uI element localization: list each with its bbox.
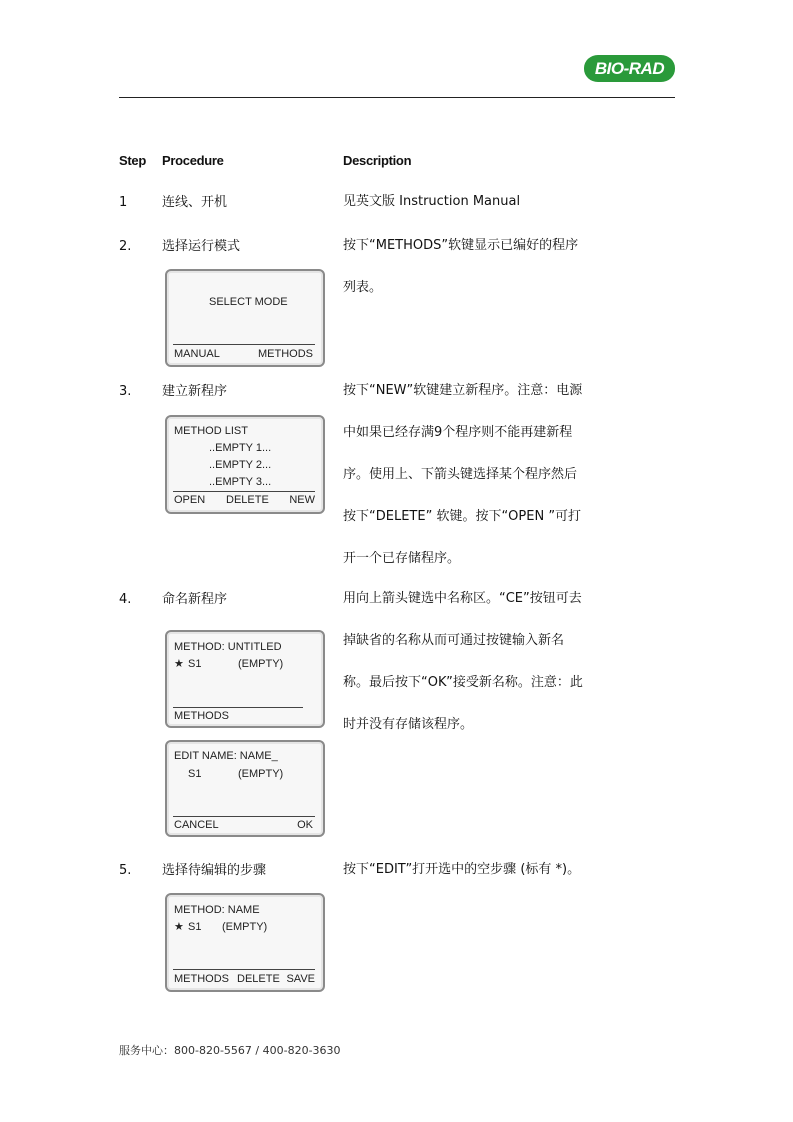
lcd-softkey-cancel: CANCEL [174,819,219,831]
lcd-softkey-new: NEW [289,494,315,506]
lcd-list-item: ..EMPTY 1... [209,442,272,454]
step-number: 5. [119,863,132,878]
lcd-edit-name [165,740,325,837]
lcd-method-name [165,893,325,992]
step-description [343,849,588,891]
lcd-title: METHOD: UNTITLED [174,641,282,653]
step-number: 1 [119,195,128,210]
lcd-list-item: ..EMPTY 2... [209,459,272,471]
description-line: 用向上箭头键选中名称区。“CE”按钮可去 [343,591,582,606]
lcd-title: METHOD: NAME [174,904,260,916]
lcd-softkey-methods: METHODS [174,710,229,722]
step-number: 3. [119,384,132,399]
step-number: 2. [119,239,132,254]
header-procedure: Procedure [162,153,224,168]
lcd-title: METHOD LIST [174,425,248,437]
lcd-step-label: S1 [188,921,202,933]
step-procedure: 连线、开机 [162,195,228,210]
description-line: 见英文版 Instruction Manual [343,194,521,209]
step-procedure: 选择运行模式 [162,239,241,254]
step-procedure: 建立新程序 [162,384,228,399]
header-step: Step [119,153,146,168]
lcd-softkey-methods: METHODS [258,348,313,360]
description-line: 按下“NEW”软键建立新程序。注意：电源 [343,383,583,398]
lcd-title: SELECT MODE [209,296,288,308]
lcd-softkey-delete: DELETE [226,494,269,506]
lcd-step-label: S1 [188,658,202,670]
lcd-method-list [165,415,325,514]
lcd-step-value: (EMPTY) [238,768,284,780]
step-description [343,181,588,223]
lcd-divider [173,707,303,708]
lcd-softkey-delete: DELETE [237,973,280,985]
star-icon: ★ [174,921,184,933]
step-description [343,225,588,309]
step-description [343,370,588,580]
lcd-select-mode [165,269,325,367]
logo-text: BIO-RAD [594,58,665,78]
step-procedure: 选择待编辑的步骤 [162,863,267,878]
header-rule [119,97,675,98]
description-line: 时并没有存储该程序。 [343,717,474,732]
description-line: 列表。 [343,280,383,295]
lcd-softkey-open: OPEN [174,494,206,506]
lcd-softkey-methods: METHODS [174,973,229,985]
footer-service-line: 服务中心：800-820-5567 / 400-820-3630 [119,1044,341,1057]
star-icon: ★ [174,658,184,670]
description-line: 序。使用上、下箭头键选择某个程序然后 [343,467,578,482]
lcd-step-label: S1 [188,768,202,780]
bio-rad-logo [584,55,675,82]
lcd-softkey-manual: MANUAL [174,348,220,360]
description-line: 按下“METHODS”软键显示已编好的程序 [343,238,579,253]
step-procedure: 命名新程序 [162,592,228,607]
step-number: 4. [119,592,132,607]
description-line: 中如果已经存满9个程序则不能再建新程 [343,425,573,440]
lcd-step-value: (EMPTY) [238,658,284,670]
lcd-softkey-save: SAVE [286,973,315,985]
lcd-divider [173,344,315,345]
lcd-list-item: ..EMPTY 3... [209,476,272,488]
lcd-title: EDIT NAME: NAME_ [174,750,278,762]
description-line: 按下“EDIT”打开选中的空步骤 (标有 *)。 [343,862,581,877]
description-line: 掉缺省的名称从而可通过按键输入新名 [343,633,565,648]
lcd-step-value: (EMPTY) [222,921,268,933]
lcd-divider [173,969,315,970]
lcd-softkey-ok: OK [297,819,313,831]
lcd-divider [173,816,315,817]
step-description [343,578,588,746]
lcd-method-untitled [165,630,325,728]
lcd-divider [173,491,315,492]
description-line: 开一个已存储程序。 [343,551,461,566]
header-description: Description [343,153,412,168]
description-line: 称。最后按下“OK”接受新名称。注意：此 [343,675,583,690]
description-line: 按下“DELETE” 软键。按下“OPEN ”可打 [343,509,582,524]
